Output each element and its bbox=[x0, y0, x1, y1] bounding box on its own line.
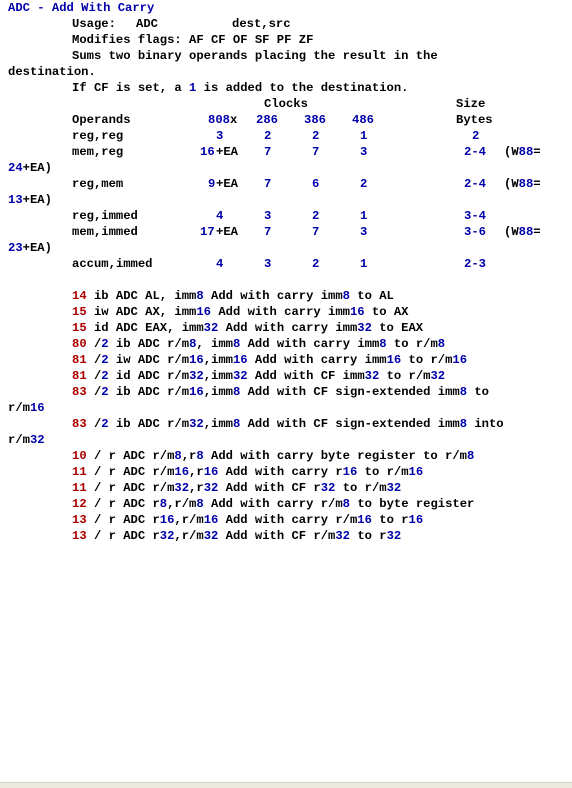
timing-size-value: 3-4 bbox=[464, 209, 486, 223]
opcode-byte: 83 bbox=[72, 417, 87, 431]
opcode-text: Add with carry byte register to r/m bbox=[203, 449, 467, 463]
opcode-number: 32 bbox=[189, 369, 204, 383]
opcode-number: 16 bbox=[159, 513, 175, 527]
opcode-byte: 81 bbox=[72, 369, 87, 383]
timing-size-value: 2-4 bbox=[464, 177, 486, 191]
opcode-text: iw ADC r/m bbox=[108, 353, 190, 367]
opcode-text: Add with carry r/m bbox=[218, 513, 358, 527]
opcode-text: ,r/m bbox=[174, 513, 204, 527]
opcode-number: 8 bbox=[232, 417, 241, 431]
cpu-486-header: 486 bbox=[352, 113, 374, 127]
opcode-byte: 11 bbox=[72, 465, 87, 479]
opcode-text: ,r bbox=[189, 481, 204, 495]
opcode-number: 16 bbox=[203, 465, 219, 479]
opcode-entry bbox=[72, 288, 394, 304]
opcode-text: / r ADC r bbox=[86, 529, 160, 543]
opcode-number: 2 bbox=[101, 353, 109, 367]
opcode-byte: 14 bbox=[72, 289, 87, 303]
opcode-text: / bbox=[86, 353, 102, 367]
cpu-286-header: 286 bbox=[256, 113, 278, 127]
timing-operands: mem,immed bbox=[72, 225, 138, 239]
opcode-text: / bbox=[86, 417, 102, 431]
timing-486-value: 1 bbox=[360, 129, 368, 143]
opcode-text: / r ADC r/m bbox=[86, 465, 175, 479]
clocks-header: Clocks bbox=[264, 97, 308, 111]
opcode-text: ib ADC r/m bbox=[108, 417, 190, 431]
opcode-text: to r/m bbox=[379, 369, 431, 383]
operands-header: Operands bbox=[72, 113, 131, 127]
timing-note bbox=[504, 176, 541, 192]
opcode-entry bbox=[72, 320, 423, 336]
opcode-number: 16 bbox=[408, 465, 424, 479]
opcode-number: 8 bbox=[437, 337, 446, 351]
opcode-number: 16 bbox=[189, 385, 204, 399]
description-line-1: Sums two binary operands placing the result in the bbox=[72, 49, 438, 63]
opcode-number: 2 bbox=[101, 369, 109, 383]
timing-486-value: 1 bbox=[360, 257, 368, 271]
opcode-number: 2 bbox=[101, 417, 109, 431]
opcode-number: 32 bbox=[189, 417, 204, 431]
opcode-byte: 13 bbox=[72, 513, 87, 527]
opcode-text: / r ADC r/m bbox=[86, 481, 175, 495]
opcode-number: 16 bbox=[203, 513, 219, 527]
opcode-text: iw ADC AX, imm bbox=[86, 305, 197, 319]
timing-note-text: +EA) bbox=[22, 193, 52, 207]
timing-operands: reg,mem bbox=[72, 177, 124, 191]
opcode-entry bbox=[72, 464, 423, 480]
timing-808x-value: 17 bbox=[200, 225, 215, 239]
timing-note-wrap bbox=[8, 160, 52, 176]
opcode-number: 8 bbox=[342, 497, 350, 511]
opcode-number: 16 bbox=[349, 305, 365, 319]
opcode-number: 16 bbox=[342, 465, 358, 479]
size-header: Size bbox=[456, 97, 486, 111]
opcode-number: 32 bbox=[174, 481, 190, 495]
opcode-byte: 83 bbox=[72, 385, 87, 399]
timing-486-value: 2 bbox=[360, 177, 368, 191]
opcode-byte: 10 bbox=[72, 449, 87, 463]
usage-operands: dest,src bbox=[232, 17, 291, 31]
timing-386-value: 2 bbox=[312, 129, 320, 143]
timing-operands: reg,reg bbox=[72, 129, 124, 143]
opcode-entry bbox=[72, 352, 467, 368]
timing-size-value: 2-3 bbox=[464, 257, 486, 271]
opcode-entry bbox=[72, 368, 445, 384]
opcode-text: to r/m bbox=[335, 481, 387, 495]
timing-note-text: = bbox=[533, 177, 541, 191]
description-line-2 bbox=[72, 80, 408, 96]
opcode-number: 32 bbox=[430, 369, 446, 383]
opcode-number: 16 bbox=[189, 353, 204, 367]
opcode-number: 32 bbox=[29, 433, 45, 447]
timing-808x-value: 9 bbox=[208, 177, 216, 191]
opcode-text: Add with CF sign-extended imm bbox=[240, 417, 460, 431]
usage-label: Usage: bbox=[72, 17, 116, 31]
timing-386-value: 2 bbox=[312, 257, 320, 271]
opcode-number: 16 bbox=[386, 353, 402, 367]
opcode-text: Add with CF r bbox=[218, 481, 321, 495]
timing-note-number: 23 bbox=[8, 241, 23, 255]
opcode-text: to r/m bbox=[401, 353, 453, 367]
opcode-number: 32 bbox=[335, 529, 350, 543]
opcode-number: 8 bbox=[159, 497, 168, 511]
timing-808x-suffix: +EA bbox=[216, 145, 238, 159]
opcode-byte: 81 bbox=[72, 353, 87, 367]
opcode-number: 16 bbox=[408, 513, 424, 527]
opcode-text: Add with carry imm bbox=[218, 321, 358, 335]
description-text: If CF is set, a bbox=[72, 81, 190, 95]
opcode-text: / bbox=[86, 337, 102, 351]
opcode-text: id ADC r/m bbox=[108, 369, 190, 383]
opcode-text: ,imm bbox=[203, 417, 233, 431]
timing-note-wrap bbox=[8, 240, 52, 256]
timing-size-value: 3-6 bbox=[464, 225, 486, 239]
opcode-text: r/m bbox=[8, 401, 30, 415]
cpu-386-header: 386 bbox=[304, 113, 326, 127]
cpu-808x-header bbox=[208, 112, 237, 128]
opcode-text: / bbox=[86, 369, 102, 383]
opcode-text: to EAX bbox=[371, 321, 424, 335]
description-line-1-wrap: destination. bbox=[8, 65, 96, 79]
opcode-text: ,r/m bbox=[167, 497, 197, 511]
timing-486-value: 1 bbox=[360, 209, 368, 223]
cpu-808x-number: 808 bbox=[208, 113, 230, 127]
opcode-byte: 15 bbox=[72, 321, 87, 335]
opcode-text: to bbox=[467, 385, 489, 399]
opcode-number: 32 bbox=[386, 481, 402, 495]
opcode-number: 8 bbox=[189, 337, 197, 351]
timing-286-value: 7 bbox=[264, 177, 272, 191]
timing-286-value: 7 bbox=[264, 145, 272, 159]
opcode-byte: 15 bbox=[72, 305, 87, 319]
opcode-text: ib ADC AL, imm bbox=[86, 289, 197, 303]
opcode-text: Add with CF imm bbox=[247, 369, 365, 383]
timing-note bbox=[504, 144, 541, 160]
opcode-text: to r/m bbox=[357, 465, 409, 479]
opcode-number: 32 bbox=[159, 529, 175, 543]
timing-note-number: 88 bbox=[518, 225, 534, 239]
opcode-text: Add with carry imm bbox=[247, 353, 387, 367]
opcode-text: to AL bbox=[349, 289, 394, 303]
opcode-number: 16 bbox=[357, 513, 372, 527]
timing-note-number: 24 bbox=[8, 161, 23, 175]
opcode-text: ,imm bbox=[203, 369, 233, 383]
opcode-text: to r bbox=[350, 529, 387, 543]
timing-286-value: 2 bbox=[264, 129, 272, 143]
opcode-number: 8 bbox=[232, 337, 241, 351]
opcode-number: 2 bbox=[101, 385, 109, 399]
opcode-text: Add with CF r/m bbox=[218, 529, 336, 543]
page-title: ADC - Add With Carry bbox=[8, 1, 155, 15]
opcode-entry-wrap bbox=[8, 400, 45, 416]
usage-mnemonic: ADC bbox=[136, 17, 158, 31]
opcode-number: 16 bbox=[29, 401, 45, 415]
opcode-entry bbox=[72, 384, 489, 400]
opcode-text: / bbox=[86, 385, 102, 399]
timing-808x-suffix: +EA bbox=[216, 177, 238, 191]
opcode-number: 16 bbox=[452, 353, 468, 367]
opcode-number: 8 bbox=[459, 385, 468, 399]
opcode-text: , imm bbox=[196, 337, 233, 351]
description-number: 1 bbox=[189, 81, 197, 95]
opcode-number: 32 bbox=[386, 529, 402, 543]
timing-size-value: 2 bbox=[472, 129, 480, 143]
opcode-byte: 11 bbox=[72, 481, 87, 495]
opcode-number: 8 bbox=[196, 449, 204, 463]
opcode-number: 32 bbox=[357, 321, 372, 335]
timing-note-wrap bbox=[8, 192, 52, 208]
opcode-number: 32 bbox=[364, 369, 380, 383]
opcode-text: / r ADC r bbox=[86, 513, 160, 527]
opcode-text: ib ADC r/m bbox=[108, 337, 190, 351]
opcode-text: to byte register bbox=[350, 497, 475, 511]
opcode-text: ,imm bbox=[203, 353, 233, 367]
status-bar bbox=[0, 782, 572, 788]
timing-286-value: 3 bbox=[264, 257, 272, 271]
opcode-number: 32 bbox=[203, 321, 219, 335]
timing-note bbox=[504, 224, 541, 240]
opcode-number: 32 bbox=[320, 481, 336, 495]
opcode-entry-wrap bbox=[8, 432, 45, 448]
opcode-number: 32 bbox=[232, 369, 248, 383]
opcode-text: ,imm bbox=[203, 385, 233, 399]
opcode-entry bbox=[72, 528, 401, 544]
opcode-number: 8 bbox=[232, 385, 241, 399]
bytes-header: Bytes bbox=[456, 113, 493, 127]
opcode-text: ,r bbox=[181, 449, 197, 463]
opcode-number: 16 bbox=[196, 305, 211, 319]
timing-note-number: 13 bbox=[8, 193, 23, 207]
timing-386-value: 2 bbox=[312, 209, 320, 223]
opcode-number: 2 bbox=[101, 337, 109, 351]
opcode-text: Add with carry imm bbox=[211, 305, 350, 319]
timing-note-text: +EA) bbox=[22, 241, 52, 255]
opcode-text: to AX bbox=[364, 305, 409, 319]
opcode-text: r/m bbox=[8, 433, 30, 447]
opcode-text: / r ADC r bbox=[86, 497, 160, 511]
timing-808x-value: 3 bbox=[216, 129, 224, 143]
timing-note-text: = bbox=[533, 145, 541, 159]
timing-note-text: (W bbox=[504, 145, 519, 159]
opcode-entry bbox=[72, 512, 423, 528]
cpu-808x-suffix: x bbox=[229, 113, 238, 127]
opcode-text: ,r bbox=[189, 465, 204, 479]
timing-note-number: 88 bbox=[518, 177, 534, 191]
timing-operands: accum,immed bbox=[72, 257, 153, 271]
opcode-entry bbox=[72, 336, 445, 352]
opcode-text: Add with carry imm bbox=[203, 289, 343, 303]
opcode-number: 8 bbox=[196, 497, 204, 511]
opcode-number: 8 bbox=[467, 449, 475, 463]
opcode-text: Add with carry r bbox=[218, 465, 343, 479]
opcode-entry bbox=[72, 304, 409, 320]
opcode-number: 8 bbox=[459, 417, 468, 431]
opcode-entry bbox=[72, 416, 504, 432]
timing-operands: reg,immed bbox=[72, 209, 138, 223]
timing-note-text: +EA) bbox=[22, 161, 52, 175]
opcode-entry bbox=[72, 480, 401, 496]
timing-808x-suffix: +EA bbox=[216, 225, 238, 239]
opcode-text: ib ADC r/m bbox=[108, 385, 190, 399]
flags-value: AF CF OF SF PF ZF bbox=[189, 33, 314, 47]
opcode-number: 32 bbox=[203, 529, 219, 543]
opcode-entry bbox=[72, 448, 474, 464]
timing-286-value: 7 bbox=[264, 225, 272, 239]
timing-286-value: 3 bbox=[264, 209, 272, 223]
timing-386-value: 7 bbox=[312, 145, 320, 159]
description-text: is added to the destination. bbox=[196, 81, 409, 95]
timing-note-text: = bbox=[533, 225, 541, 239]
opcode-number: 8 bbox=[174, 449, 182, 463]
opcode-text: Add with carry imm bbox=[240, 337, 380, 351]
timing-486-value: 3 bbox=[360, 145, 368, 159]
opcode-number: 8 bbox=[379, 337, 387, 351]
opcode-byte: 12 bbox=[72, 497, 87, 511]
opcode-number: 32 bbox=[203, 481, 219, 495]
usage-line bbox=[72, 16, 291, 32]
timing-operands: mem,reg bbox=[72, 145, 124, 159]
opcode-number: 16 bbox=[232, 353, 248, 367]
opcode-byte: 13 bbox=[72, 529, 87, 543]
opcode-text: into bbox=[467, 417, 504, 431]
flags-label: Modifies flags: bbox=[72, 33, 182, 47]
timing-808x-value: 4 bbox=[216, 209, 224, 223]
opcode-byte: 80 bbox=[72, 337, 87, 351]
timing-note-text: (W bbox=[504, 177, 519, 191]
timing-note-number: 88 bbox=[518, 145, 534, 159]
flags-line bbox=[72, 32, 313, 48]
opcode-text: to r/m bbox=[386, 337, 438, 351]
opcode-number: 8 bbox=[342, 289, 350, 303]
opcode-text: ,r/m bbox=[174, 529, 204, 543]
timing-386-value: 6 bbox=[312, 177, 320, 191]
timing-size-value: 2-4 bbox=[464, 145, 486, 159]
timing-note-text: (W bbox=[504, 225, 519, 239]
timing-808x-value: 16 bbox=[200, 145, 215, 159]
timing-486-value: 3 bbox=[360, 225, 368, 239]
opcode-number: 8 bbox=[196, 289, 204, 303]
opcode-entry bbox=[72, 496, 474, 512]
opcode-text: id ADC EAX, imm bbox=[86, 321, 204, 335]
opcode-text: Add with carry r/m bbox=[203, 497, 343, 511]
opcode-text: to r bbox=[371, 513, 409, 527]
opcode-number: 16 bbox=[174, 465, 190, 479]
opcode-text: Add with CF sign-extended imm bbox=[240, 385, 460, 399]
timing-386-value: 7 bbox=[312, 225, 320, 239]
timing-808x-value: 4 bbox=[216, 257, 224, 271]
opcode-text: / r ADC r/m bbox=[86, 449, 175, 463]
